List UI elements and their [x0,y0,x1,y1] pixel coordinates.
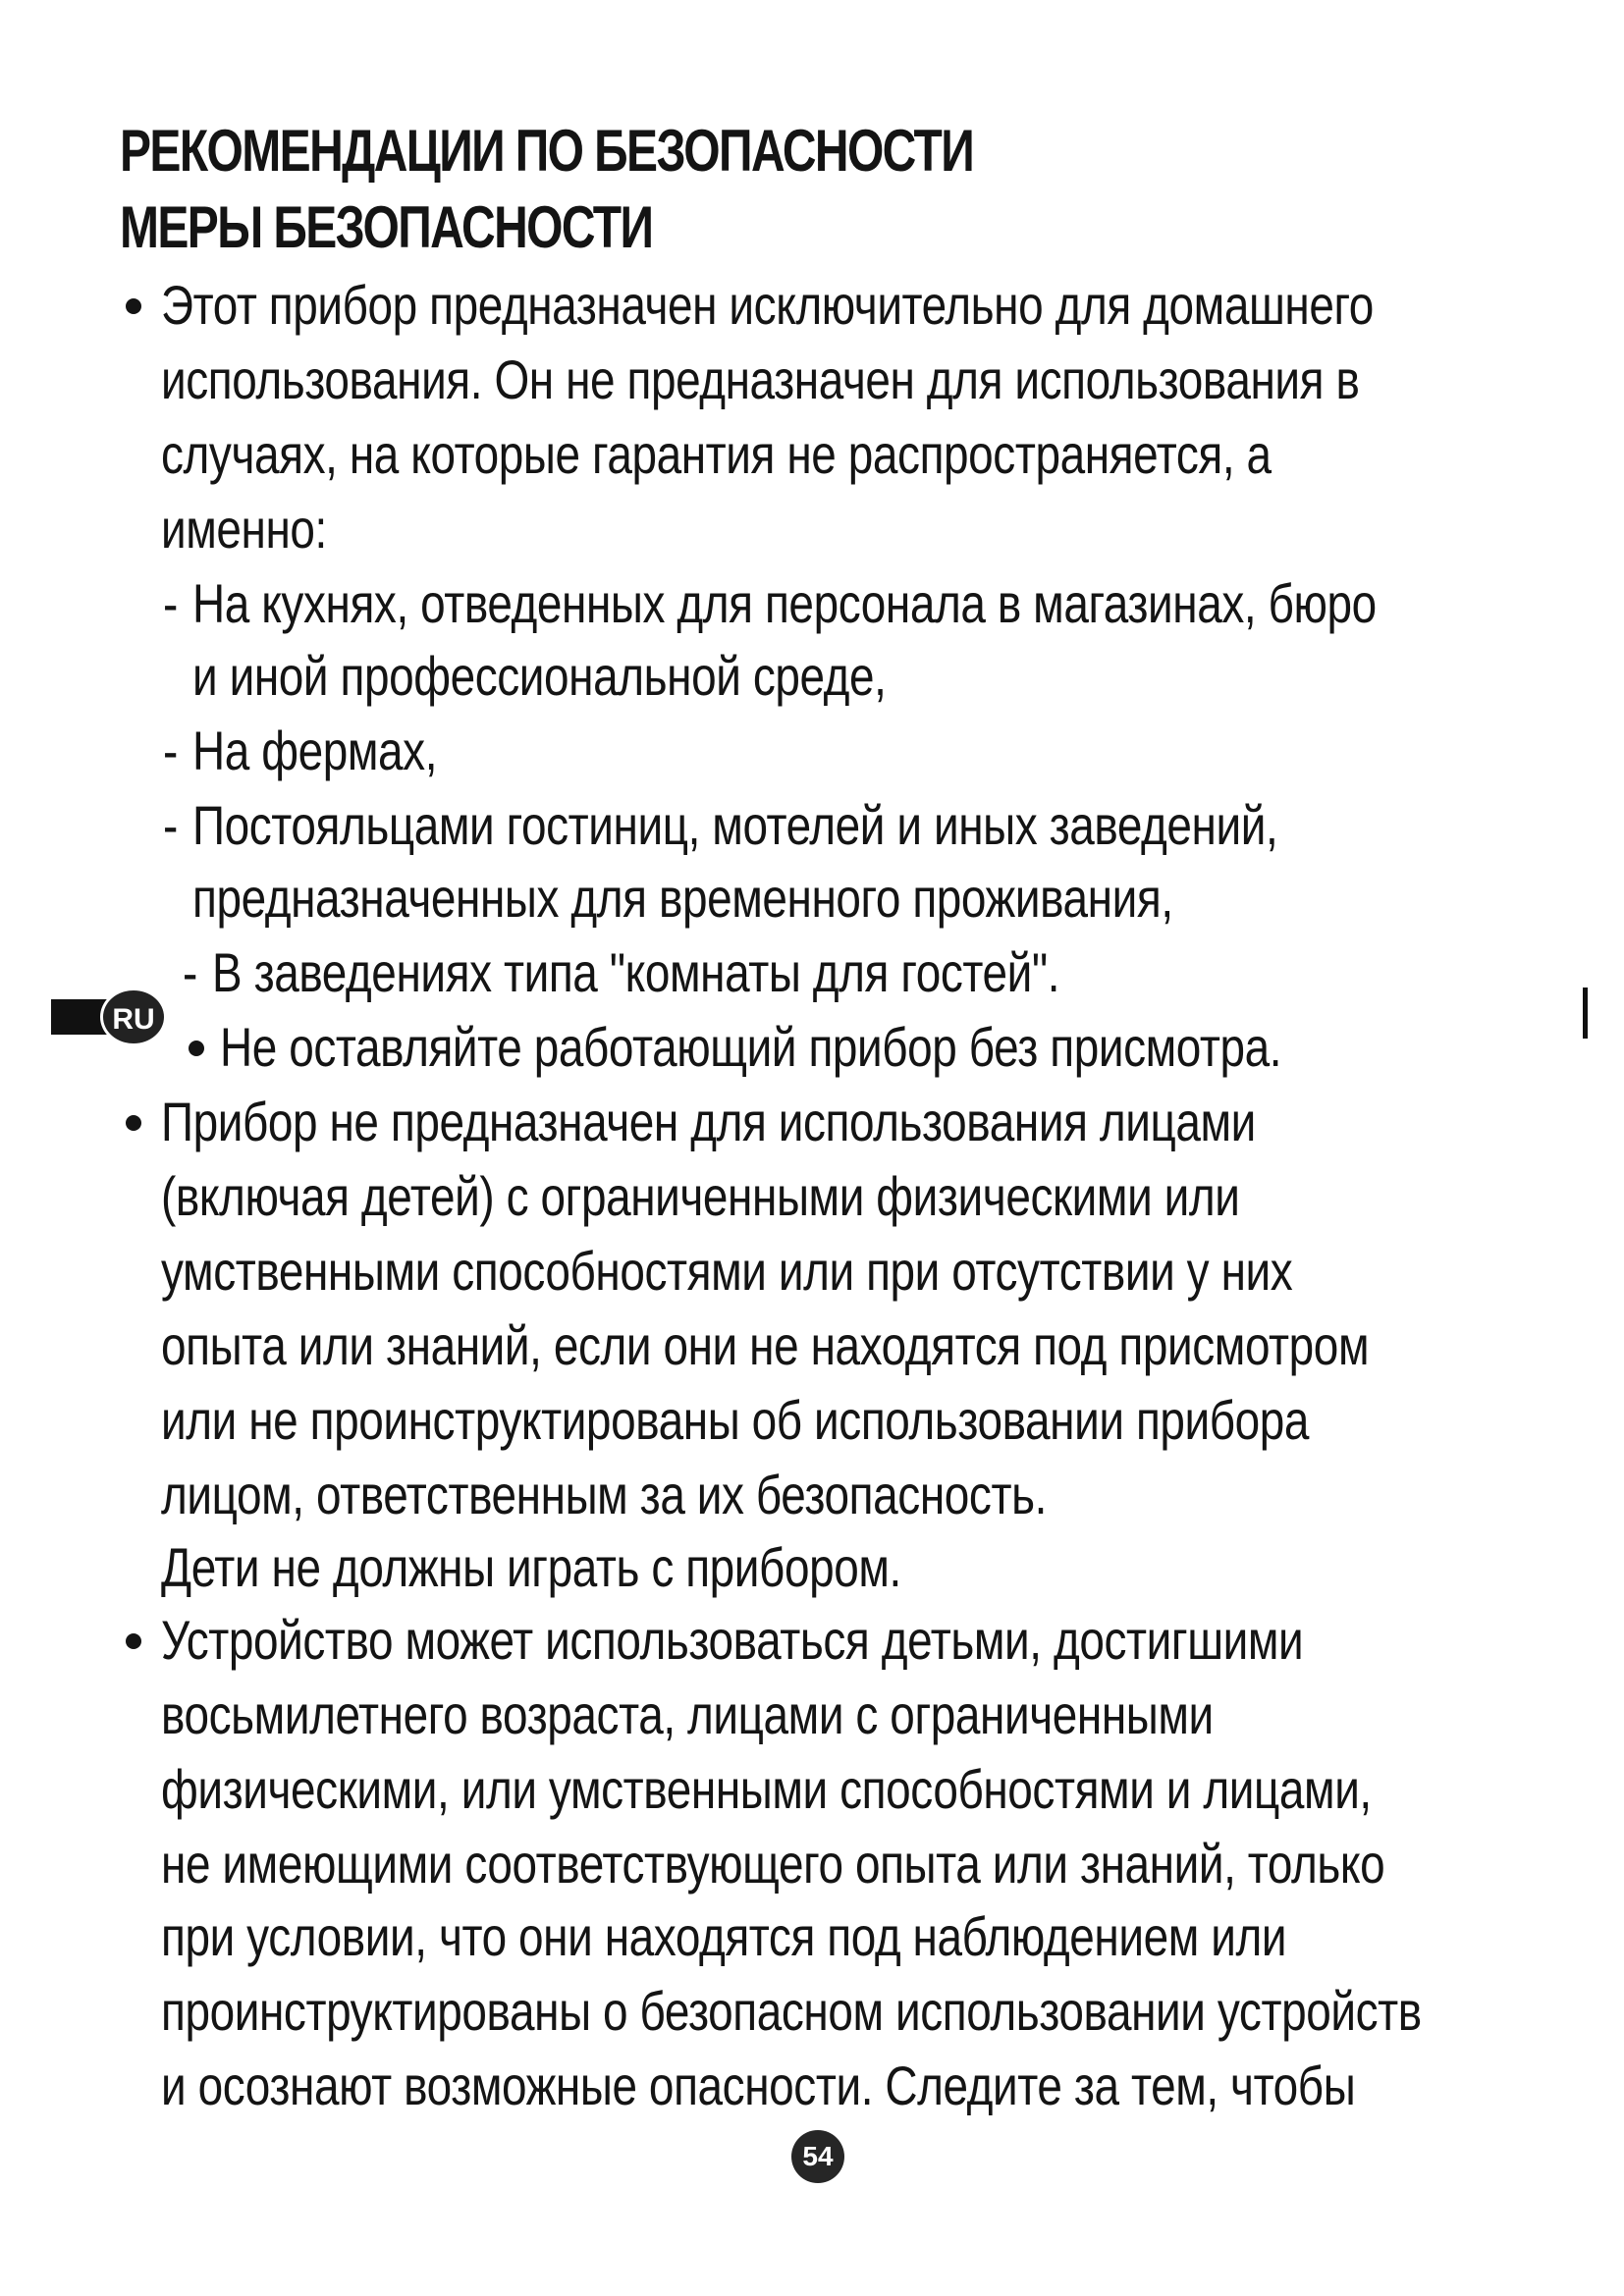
text-line: опыта или знаний, если они не находятся под присмотром [161,1314,1370,1376]
text-line: восьмилетнего возраста, лицами с ограниченными [161,1683,1214,1745]
bullet-dot [126,1115,141,1131]
bullet-dot [189,1041,204,1056]
dash-marker: - [163,720,179,781]
text-line: На кухнях, отведенных для персонала в магазинах, бюро [192,572,1377,634]
language-badge: RU [100,988,167,1046]
text-line: использования. Он не предназначен для использования в [161,348,1360,410]
text-line: или не проинструктированы об использовании прибора [161,1389,1310,1451]
text-line: именно: [161,498,327,560]
text-line: Постояльцами гостиниц, мотелей и иных заведений, [192,794,1278,856]
text-line: случаях, на которые гарантия не распространяется, а [161,423,1272,485]
text-line: Этот прибор предназначен исключительно для домашнего [161,274,1374,336]
text-line: физическими, или умственными способностями и лицами, [161,1758,1372,1820]
page-title: РЕКОМЕНДАЦИИ ПО БЕЗОПАСНОСТИ [120,118,974,184]
text-line: не имеющими соответствующего опыта или знаний, только [161,1833,1385,1895]
margin-mark [1583,988,1588,1039]
text-line: умственными способностями или при отсутствии у них [161,1240,1293,1302]
text-line: проинструктированы о безопасном использовании устройств [161,1980,1422,2042]
text-line: (включая детей) с ограниченными физическими или [161,1165,1240,1227]
page-number: 54 [791,2130,844,2183]
section-title: МЕРЫ БЕЗОПАСНОСТИ [120,194,653,260]
text-line: Прибор не предназначен для использования лицами [161,1091,1256,1152]
dash-marker: - [163,794,179,856]
text-line: Не оставляйте работающий прибор без присмотра. [220,1016,1282,1078]
dash-marker: - [183,941,198,1003]
text-line: лицом, ответственным за их безопасность. [161,1464,1047,1525]
text-line: и иной профессиональной среде, [192,645,887,707]
text-line: при условии, что они находятся под наблюдением или [161,1905,1287,1967]
text-line: В заведениях типа "комнаты для гостей". [212,941,1060,1003]
bullet-dot [126,298,141,314]
dash-marker: - [163,572,179,634]
text-line: На фермах, [192,720,438,781]
bullet-dot [126,1633,141,1649]
text-line: Устройство может использоваться детьми, достигшими [161,1609,1304,1671]
text-line: и осознают возможные опасности. Следите за тем, чтобы [161,2055,1356,2116]
text-line: предназначенных для временного проживания, [192,867,1173,929]
text-line: Дети не должны играть с прибором. [161,1536,901,1598]
